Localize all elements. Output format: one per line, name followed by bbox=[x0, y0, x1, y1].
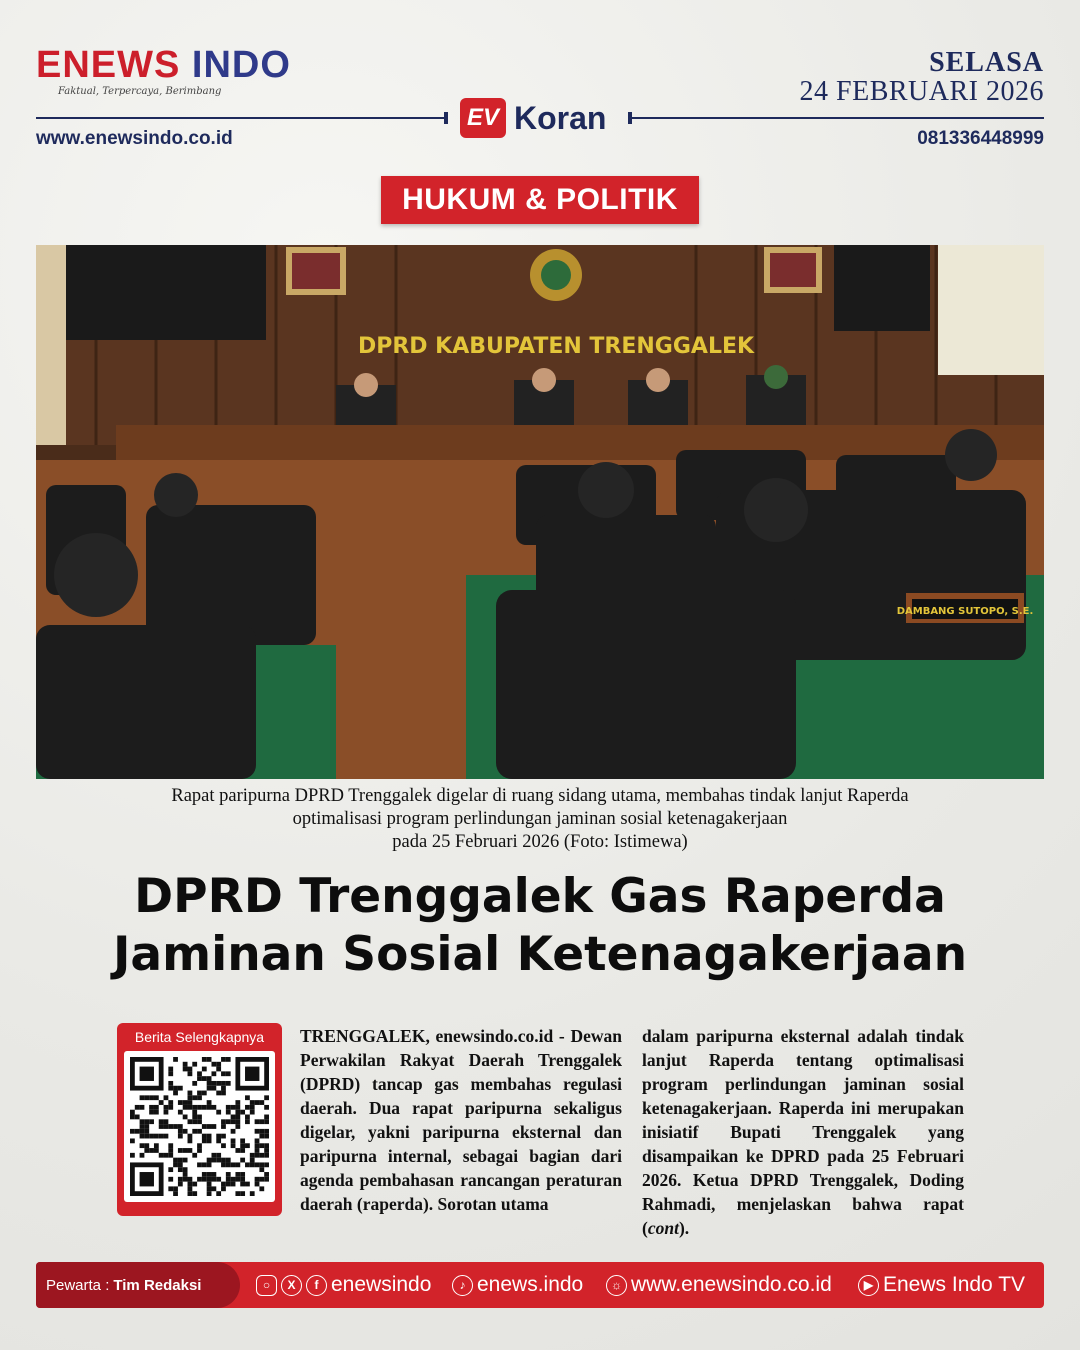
article-column-2 bbox=[642, 1024, 964, 1240]
facebook-icon[interactable]: f bbox=[306, 1275, 327, 1296]
contact-phone: 081336448999 bbox=[917, 128, 1044, 149]
footer-bar bbox=[36, 1262, 1044, 1308]
footer-tv[interactable]: Enews Indo TV bbox=[883, 1273, 1026, 1296]
headline-line-1: DPRD Trenggalek Gas Raperda bbox=[134, 869, 946, 924]
wall-sign-text: DPRD KABUPATEN TRENGGALEK bbox=[357, 334, 755, 359]
article-column-2-end: ). bbox=[678, 1218, 690, 1238]
footer-website[interactable]: www.enewsindo.co.id bbox=[631, 1273, 832, 1296]
caption-line-3: pada 25 Februari 2026 (Foto: Istimewa) bbox=[392, 832, 688, 852]
issue-date bbox=[800, 48, 1044, 107]
news-photo bbox=[36, 245, 1044, 779]
issue-day: SELASA bbox=[929, 47, 1044, 78]
ev-logo-icon: EV bbox=[460, 98, 506, 138]
brand-name-part2: INDO bbox=[191, 44, 291, 86]
article-headline bbox=[40, 868, 1040, 984]
masthead-rule-left bbox=[36, 117, 446, 119]
social-handle-2[interactable]: enews.indo bbox=[477, 1273, 584, 1296]
rule-end-right bbox=[628, 112, 632, 124]
photo-caption bbox=[60, 785, 1020, 854]
continued-marker: cont bbox=[647, 1218, 679, 1238]
qr-card[interactable] bbox=[117, 1023, 282, 1216]
social-group-4[interactable] bbox=[858, 1262, 1025, 1308]
brand-tagline: Faktual, Terpercaya, Berimbang bbox=[58, 86, 222, 97]
social-group-2[interactable] bbox=[452, 1262, 583, 1308]
caption-line-2: optimalisasi program perlindungan jaminan sosial ketenagakerjaan bbox=[292, 809, 788, 829]
category-badge: HUKUM & POLITIK bbox=[381, 176, 699, 224]
instagram-icon[interactable]: ○ bbox=[256, 1275, 277, 1296]
headline-line-2: Jaminan Sosial Ketenagakerjaan bbox=[112, 927, 968, 982]
issue-full-date: 24 FEBRUARI 2026 bbox=[799, 76, 1044, 108]
edition-badge bbox=[460, 98, 606, 138]
brand-name bbox=[36, 46, 291, 84]
reporter-name: Tim Redaksi bbox=[113, 1276, 202, 1294]
social-handle-1[interactable]: enewsindo bbox=[331, 1273, 432, 1296]
qr-card-title: Berita Selengkapnya bbox=[134, 1029, 265, 1045]
social-group-3[interactable] bbox=[606, 1262, 832, 1308]
reporter-credit bbox=[36, 1262, 240, 1308]
brand-name-part1: ENEWS bbox=[36, 44, 181, 86]
reporter-label: Pewarta : bbox=[46, 1276, 110, 1294]
nameplate-text: DAMBANG SUTOPO, S.E. bbox=[896, 606, 1034, 617]
brand-logo bbox=[36, 46, 291, 97]
rule-end-left bbox=[444, 112, 448, 124]
tiktok-icon[interactable]: ♪ bbox=[452, 1275, 473, 1296]
article-column-2-text: dalam paripurna eksternal adalah tindak lanjut Raperda tentang optimalisasi program perlindungan jaminan sosial ketenagakerjaan. Raperda ini merupakan inisiatif Bupati Trenggalek yang disampaikan ke DPRD pada 25 Februari 2026. Ketua DPRD Trenggalek, Doding Rahmadi, menjelaskan bahwa rapat ( bbox=[642, 1026, 964, 1238]
edition-label: Koran bbox=[514, 99, 607, 136]
article-column-1: TRENGGALEK, enewsindo.co.id - Dewan Perwakilan Rakyat Daerah Trenggalek (DPRD) tancap gas membahas regulasi daerah. Dua rapat paripurna sekaligus digelar, yakni paripurna eksternal dan paripurna internal, sebagai bagian dari agenda pembahasan rancangan peraturan daerah (raperda). Sorotan utama bbox=[300, 1026, 622, 1214]
masthead-rule-right bbox=[630, 117, 1044, 119]
youtube-icon[interactable]: ▶ bbox=[858, 1275, 879, 1296]
x-icon[interactable]: X bbox=[281, 1275, 302, 1296]
website-link[interactable]: www.enewsindo.co.id bbox=[36, 128, 233, 149]
qr-code-icon[interactable] bbox=[124, 1051, 275, 1202]
globe-icon[interactable]: ☼ bbox=[606, 1275, 627, 1296]
caption-line-1: Rapat paripurna DPRD Trenggalek digelar di ruang sidang utama, membahas tindak lanjut Raperda bbox=[171, 786, 909, 806]
social-group-1[interactable] bbox=[256, 1262, 431, 1308]
